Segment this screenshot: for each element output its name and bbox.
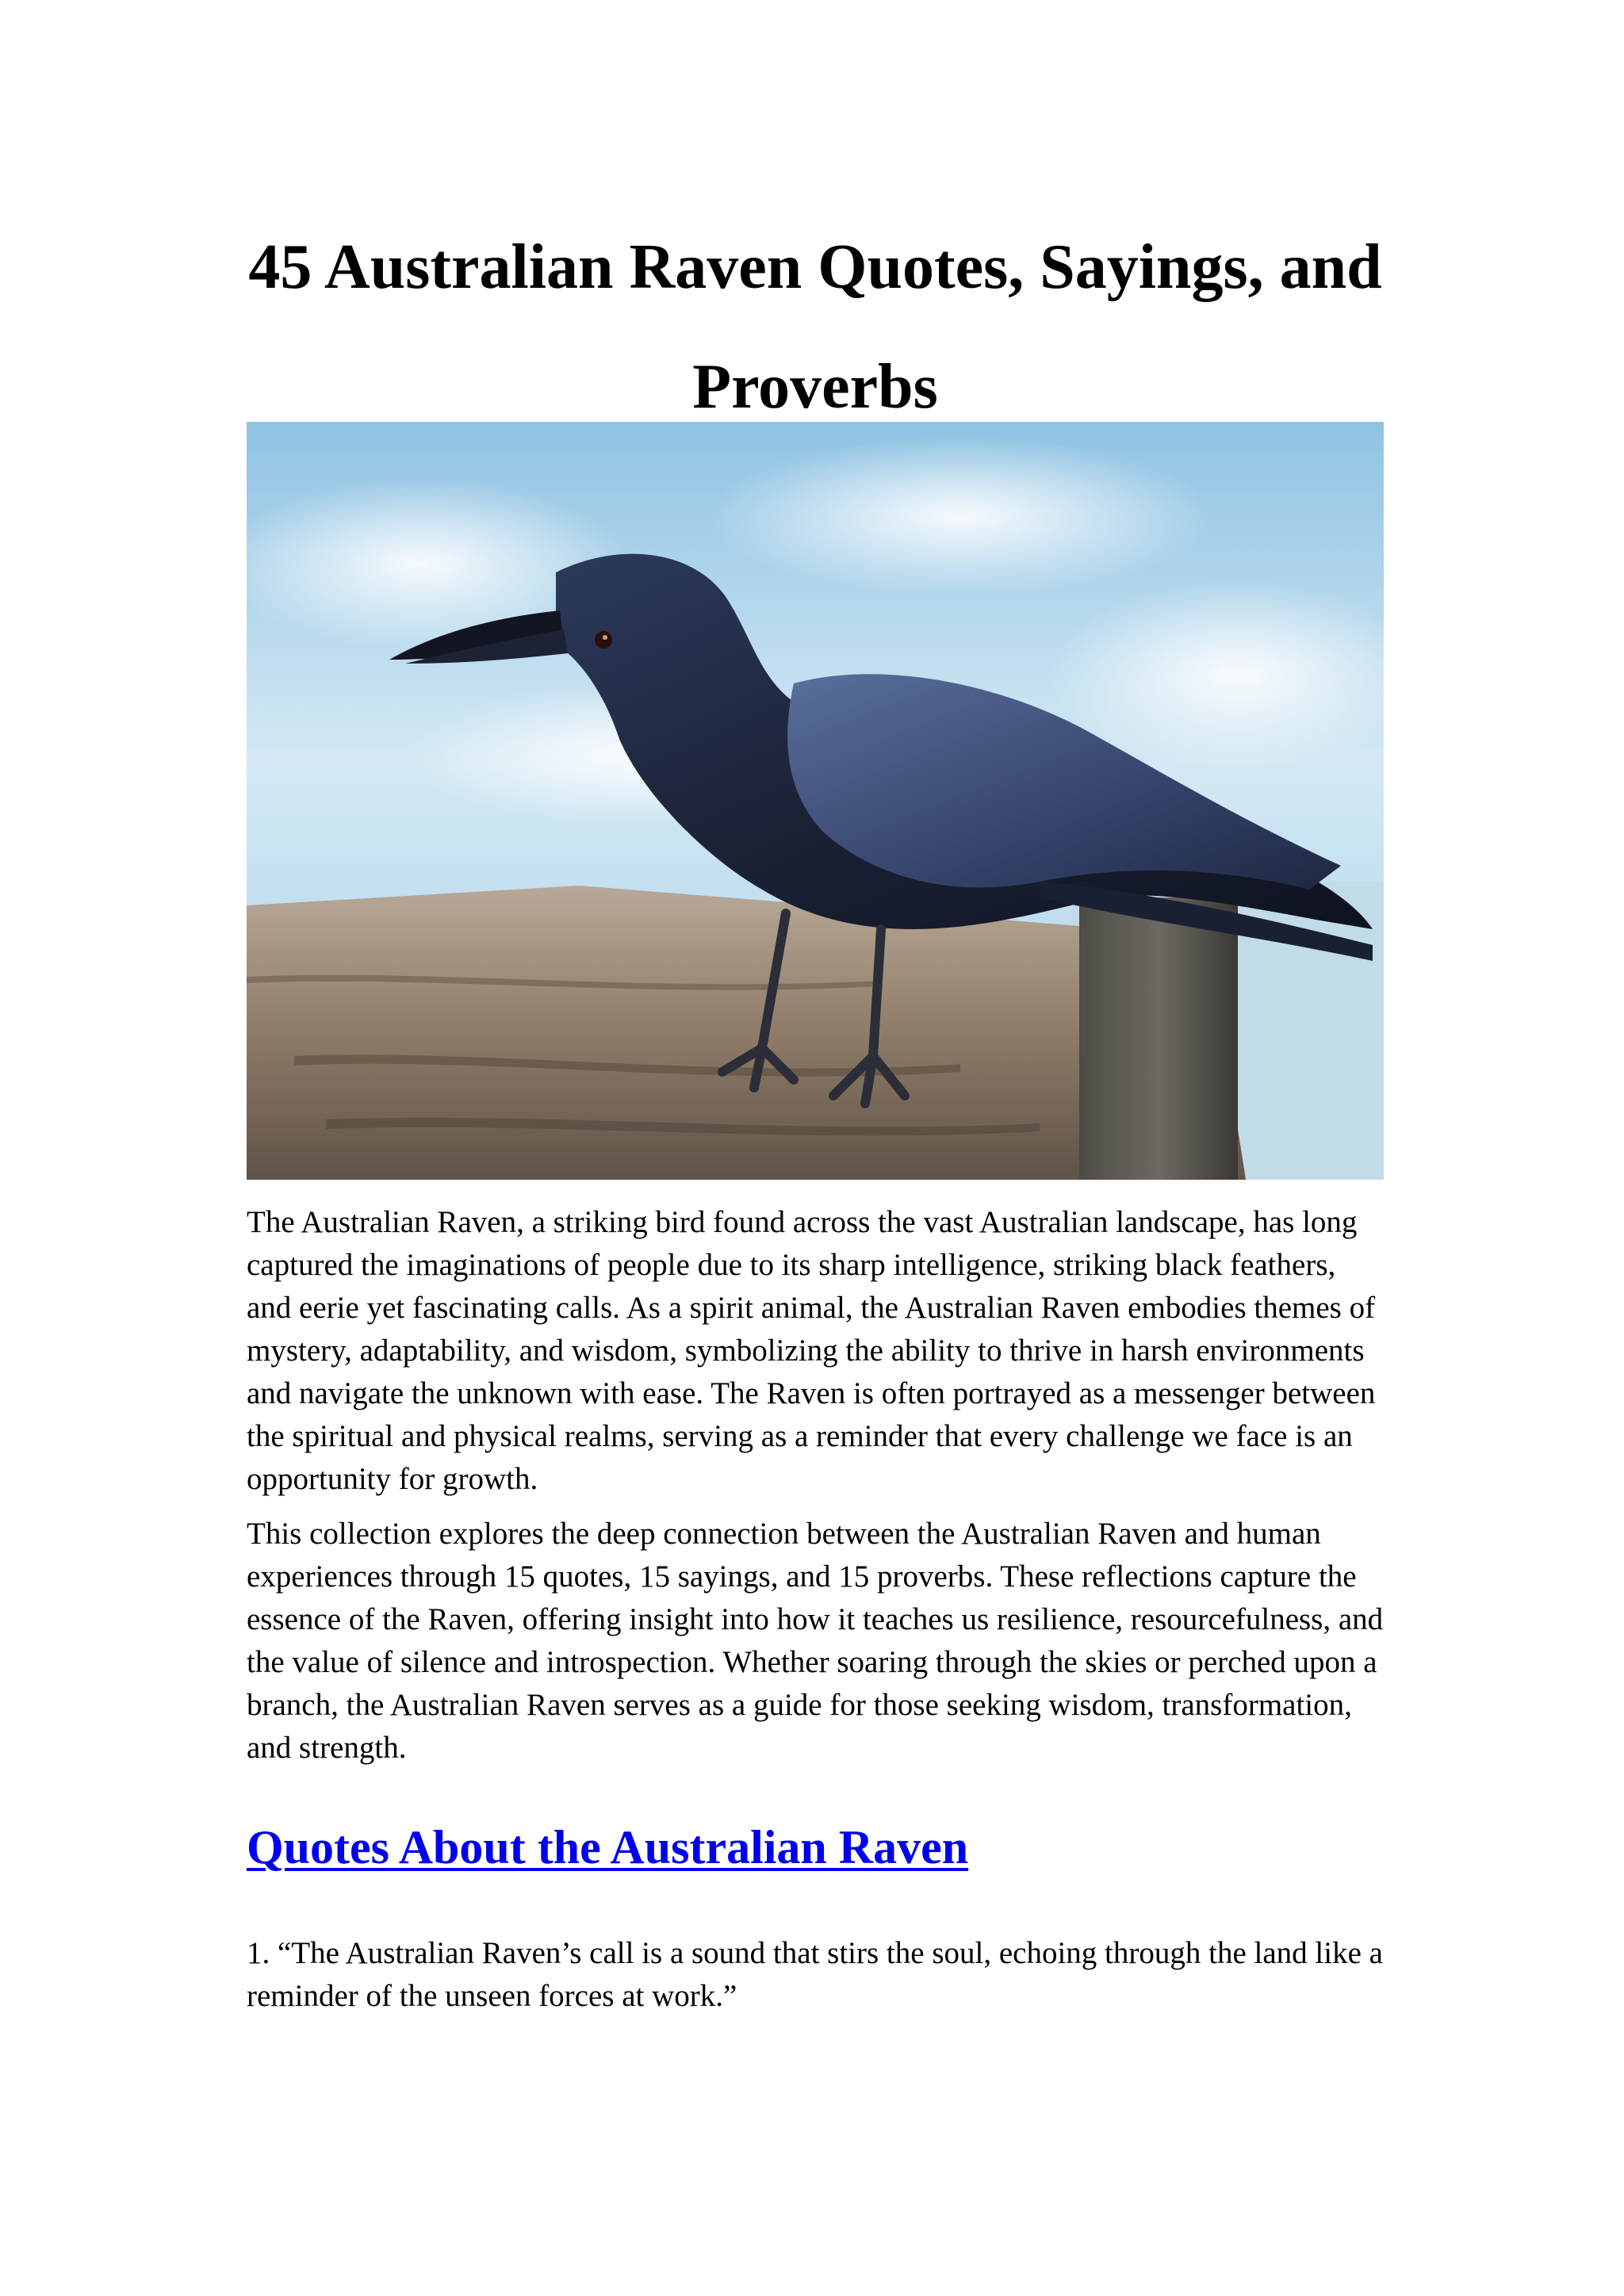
- page-title: 45 Australian Raven Quotes, Sayings, and Proverbs: [248, 232, 1382, 422]
- raven-photo: [247, 422, 1384, 1180]
- quote-item: 1. “The Australian Raven’s call is a sound that stirs the soul, echoing through the land like a reminder of the unseen forces at work.”: [247, 1936, 1383, 2013]
- raven-illustration: [247, 422, 1384, 1180]
- intro-paragraph-2: This collection explores the deep connection between the Australian Raven and human experiences through 15 quotes, 15 sayings, and 15 proverbs. These reflections capture the essence of the Raven, offering insight into how it teaches us resilience, resourcefulness, and the value of silence and introspection. Whether soaring through the skies or perched upon a branch, the Australian Raven serves as a guide for those seeking wisdom, transformation, and strength.: [247, 1517, 1384, 1765]
- intro-paragraph-1: The Australian Raven, a striking bird found across the vast Australian landscape, has long captured the imaginations of people due to its sharp intelligence, striking black feathers, and eerie yet fascinating calls. As a spirit animal, the Australian Raven embodies themes of mystery, adaptability, and wisdom, symbolizing the ability to thrive in harsh environments and navigate the unknown with ease. The Raven is often portrayed as a messenger between the spiritual and physical realms, serving as a reminder that every challenge we face is an opportunity for growth.: [247, 1205, 1376, 1496]
- quotes-section-heading-link[interactable]: Quotes About the Australian Raven: [247, 1821, 969, 1873]
